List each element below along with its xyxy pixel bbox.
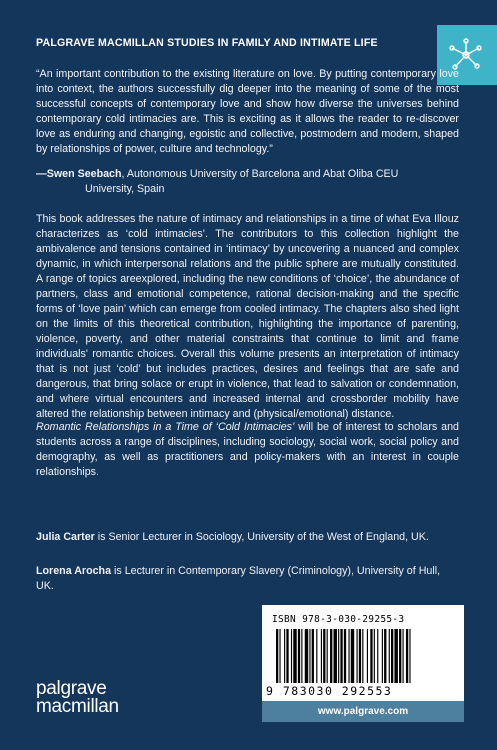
barcode-bars	[270, 629, 456, 683]
quote-text: “An important contribution to the existing literature on love. By putting contemporary love into context, the authors successfully dig deeper into the meaning of some of the most successful concepts of contemporary love and show how diverse the universes behind contemporary cold intimacies are. This is exciting as it allows the reader to re-discover love as enduring and changing, egoistic and collective, postmodern and modern, shaped by relationships of power, culture and technology.”	[36, 68, 459, 155]
author-bio-text: is Senior Lecturer in Sociology, University of the West of England, UK.	[94, 531, 429, 543]
isbn-label: ISBN 978-3-030-29255-3	[272, 614, 405, 625]
barcode-digits: 9 783030 292553	[266, 684, 393, 698]
author-bio	[36, 530, 459, 545]
author-bio-text: is Lecturer in Contemporary Slavery (Criminology), University of Hull, UK.	[36, 565, 441, 592]
publisher-logo-line2: macmillan	[36, 696, 119, 717]
publisher-logo-line1: palgrave	[36, 678, 107, 699]
author-name: Julia Carter	[36, 531, 95, 543]
publisher-logo	[36, 680, 119, 716]
author-name: Lorena Arocha	[36, 565, 112, 577]
audience-text: will be of interest to scholars and students across a range of disciplines, including sociology, social work, social policy and demography, as well as practitioners and policy-makers with an interest in couple relationships.	[36, 421, 459, 478]
quote-attribution	[36, 167, 466, 197]
publisher-url: www.palgrave.com	[262, 701, 464, 722]
quote-author: —Swen Seebach	[36, 168, 122, 180]
isbn-barcode-panel	[262, 605, 464, 701]
quote-affiliation-cont: University, Spain	[85, 183, 165, 195]
book-title-italic: Romantic Relationships in a Time of ‘Cold Intimacies’	[36, 421, 295, 433]
author-bio	[36, 564, 459, 594]
audience-paragraph	[36, 420, 459, 480]
endorsement-quote	[36, 67, 459, 157]
book-description: This book addresses the nature of intimacy and relationships in a time of what Eva Illouz characterizes as ‘cold intimacies’. The contributors to this collection highlight the ambivalence and tensions contained in ‘intimacy’ by uncovering a nuanced and complex dynamic, in which interpersonal relations and the public sphere are mutually constituted. A range of topics areexplored, including the new conditions of ‘choice’, the abundance of partners, class and emotional competence, rational decision-making and the specific forms of ‘love pain’ which can emerge from cooled intimacy. The chapters also shed light on the limits of this theoretical contribution, highlighting the importance of parenting, violence, poverty, and other material constraints that continue to limit and frame individuals' romantic choices. Overall this volume presents an interpretation of intimacy that is not just ‘cold’ but includes practices, desires and feelings that are safe and dangerous, that bring solace or erupt in violence, that lead to salvation or condemnation, and where virtual encounters and increased internal and crossborder mobility have altered the relationship between intimacy and (physical/emotional) distance.	[36, 213, 459, 420]
series-title: PALGRAVE MACMILLAN STUDIES IN FAMILY AND INTIMATE LIFE	[36, 37, 378, 49]
quote-affiliation: , Autonomous University of Barcelona and Abat Oliba CEU	[121, 168, 399, 180]
